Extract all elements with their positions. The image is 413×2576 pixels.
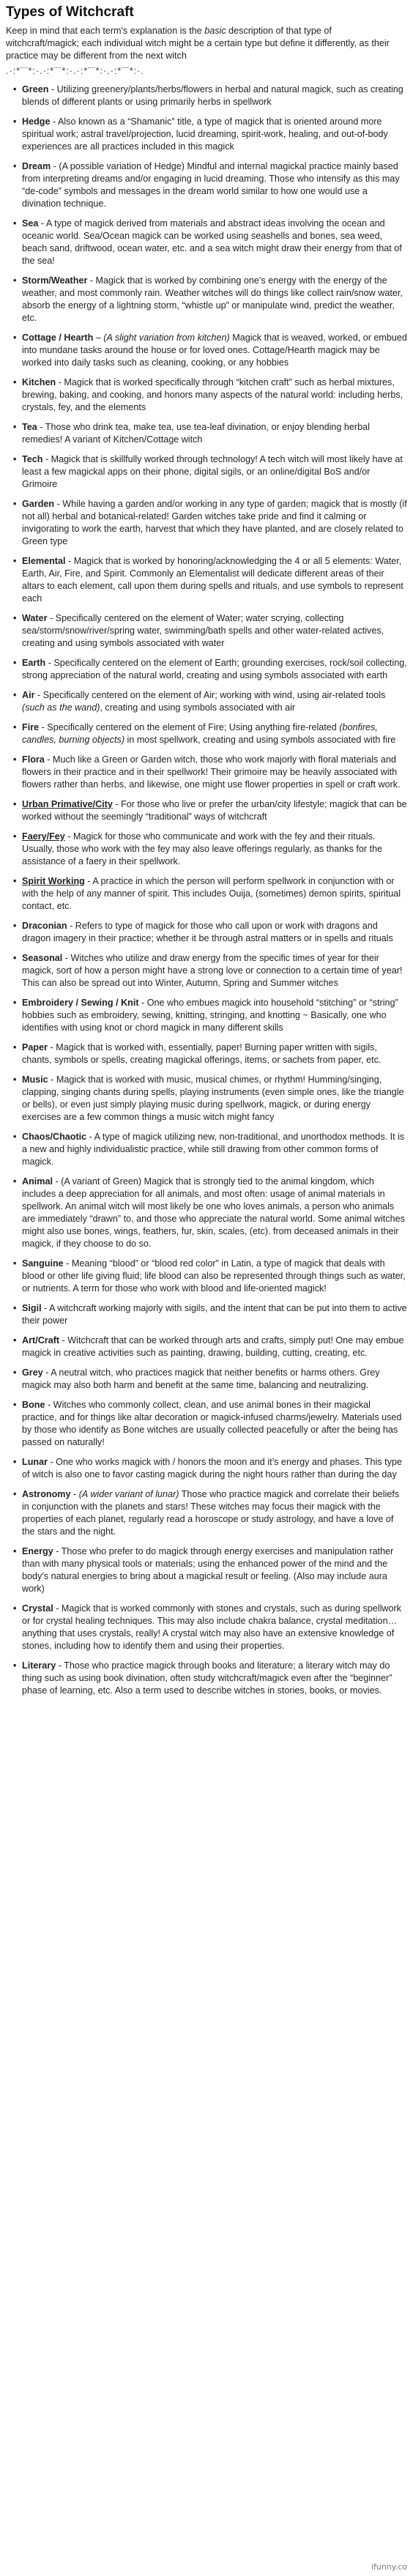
witchcraft-types-list (6, 83, 407, 1697)
entry-term: Faery/Fey (22, 831, 65, 842)
entry-term: Crystal (22, 1603, 53, 1614)
entry-text: – (93, 333, 104, 343)
entry-text: - For those who live or prefer the urban/city lifestyle; magick that can be worked without the seemingly “traditional” ways of witchcraft (22, 799, 407, 822)
list-item (6, 1456, 407, 1481)
watermark: ifunny.co (371, 2562, 407, 2572)
entry-term: Paper (22, 1042, 48, 1053)
list-item (6, 997, 407, 1034)
entry-term: Storm/Weather (22, 275, 88, 286)
entry-italic-note: (A wider variant of lunar) (78, 1489, 179, 1499)
entry-text: - A neutral witch, who practices magick that neither benefits or harms others. Grey magick may also both harm and benefit at the same time, balancing and neutralizing. (22, 1367, 380, 1390)
entry-text: - Magick that is worked with, essentially, paper! Burning paper written with sigils, chants, symbols or spells, creating magickal offerings, items, or sachets from paper, etc. (22, 1042, 382, 1065)
entry-term: Elemental (22, 556, 66, 566)
entry-text: - Magick that is worked with music, musical chimes, or rhythm! Humming/singing, clapping, singing chants during spells, playing instruments (even simple ones, like the triangle or bells), or even just simply playing music during spellwork, magick, or during energy exercises are a few common things a music witch might fancy (22, 1074, 404, 1122)
entry-term: Dream (22, 161, 51, 171)
list-item (6, 721, 407, 746)
entry-term: Energy (22, 1546, 53, 1556)
entry-italic-note: (such as the wand) (22, 702, 100, 713)
entry-text: , creating and using symbols associated with air (100, 702, 296, 713)
entry-text: - Those who drink tea, make tea, use tea-leaf divination, or enjoy blending herbal remedies! A variant of Kitchen/Cottage witch (22, 422, 370, 445)
entry-term: Bone (22, 1400, 45, 1410)
entry-term: Flora (22, 754, 45, 765)
entry-text: - (A variant of Green) Magick that is strongly tied to the animal kingdom, which includes a deep appreciation for all animals, and most often: usage of animal materials in spellwork. An animal witch will most likely be one who loves animals, a person who animals are immediately “drawn” to, and those who appreciate the natural world. Some animal witches might also use bones, wings, feathers, fur, skin, scales, (etc). from deceased animals in their magick, if they choose to do so. (22, 1176, 405, 1249)
list-item (6, 1074, 407, 1124)
entry-italic-note: (A slight variation from kitchen) (103, 333, 230, 343)
entry-term: Astronomy (22, 1489, 71, 1499)
entry-text: - While having a garden and/or working in any type of garden; magick that is mostly (if not all) herbal and botanical-related! Garden witches take pride and find it calming or invigorating to work the earth, harvest that which they have planted, and are closely related to Green type (22, 499, 407, 546)
list-item (6, 421, 407, 446)
intro-text-end: description of that type of witchcraft/magick; each individual witch might be a certain type but define it differently, as their practice may be different from the next witch (6, 26, 390, 61)
list-item (6, 1335, 407, 1359)
entry-text: - Utilizing greenery/plants/herbs/flowers in herbal and natural magick, such as creating blends of different plants or using primarily herbs in spellwork (22, 84, 403, 107)
entry-term: Urban Primative/City (22, 799, 113, 809)
entry-text: - A practice in which the person will perform spellwork in conjunction with or with the help of any manner of spirit. This includes Ouija, (sometimes) demon spirits, spiritual contact, etc. (22, 876, 401, 911)
list-item (6, 1176, 407, 1250)
list-item (6, 275, 407, 324)
entry-text: - A type of magick utilizing new, non-traditional, and unorthodox methods. It is a new and highly individualistic practice, while still drawing from other common forms of magick. (22, 1132, 405, 1167)
entry-text: - Refers to type of magick for those who call upon or work with dragons and dragon imagery in their practice; whether it be through astral matters or in spells and rituals (22, 921, 393, 943)
entry-term: Green (22, 84, 49, 94)
page-title: Types of Witchcraft (6, 4, 134, 20)
entry-term: Art/Craft (22, 1335, 60, 1345)
entry-term: Music (22, 1074, 48, 1085)
entry-text: - One who embues magick into household “stitching” or “string” hobbies such as embroidery, sewing, knitting, stringing, and knotting ~ Basically, one who identifies with using knot or chord magick in many different skills (22, 998, 398, 1033)
entry-text: - Those who prefer to do magick through energy exercises and manipulation rather than with many physical tools or materials; using the enhanced power of the mind and the body’s natural energies to bring about a magickal result or feeling. (Also may include aura work) (22, 1546, 394, 1594)
list-item (6, 875, 407, 913)
entry-term: Tea (22, 422, 37, 432)
list-item (6, 1488, 407, 1538)
list-item (6, 332, 407, 369)
list-item (6, 689, 407, 714)
list-item (6, 612, 407, 650)
entry-term: Spirit Working (22, 876, 85, 886)
entry-term: Sea (22, 218, 39, 229)
entry-text: - One who works magick with / honors the moon and it’s energy and phases. This type of witch is also one to favor casting magick during the night hours rather than during the day (22, 1457, 402, 1480)
entry-term: Air (22, 690, 35, 700)
list-item (6, 1545, 407, 1595)
entry-term: Draconian (22, 921, 67, 931)
entry-text: - Specifically centered on the element of Air; working with wind, using air-related tools (34, 690, 386, 700)
list-item (6, 453, 407, 491)
entry-text: - Magick for those who communicate and work with the fey and their rituals. Usually, those who work with the fey may also leave offerings regularly, as thanks for the assistance of a faery in their spellwork. (22, 831, 383, 866)
entry-term: Cottage / Hearth (22, 333, 94, 343)
entry-text: - (70, 1489, 79, 1499)
list-item (6, 1042, 407, 1066)
entry-text: - Specifically centered on the element of Water; water scrying, collecting sea/storm/snow/river/spring water, swimming/bath spells and other water-related actives, creating and using symbols associated with water (22, 613, 384, 648)
entry-term: Grey (22, 1367, 43, 1378)
entry-text: - Specifically centered on the element of Earth; grounding exercises, rock/soil collecting, strong appreciation of the natural world, creating and using symbols associated with earth (22, 658, 407, 680)
entry-text: - A witchcraft working majorly with sigils, and the intent that can be put into them to active their power (22, 1303, 407, 1326)
entry-term: Chaos/Chaotic (22, 1132, 87, 1142)
intro-paragraph (6, 25, 407, 62)
list-item (6, 952, 407, 990)
list-item (6, 1258, 407, 1295)
entry-text: - Much like a Green or Garden witch, those who work majorly with floral materials and flowers in their practice and in their spellwork! Their grimoire may be heavily associated with flowers rather than herbs, and likewise, one might use flower properties in spell or craft work. (22, 754, 401, 790)
entry-term: Sigil (22, 1303, 42, 1313)
entry-text: - Specifically centered on the element of Fire; Using anything fire-related (39, 722, 340, 732)
entry-term: Hedge (22, 116, 51, 127)
decorative-divider: .·:*¨¨*:·.·:*¨¨*:·.·:*¨¨*:·.·:*¨¨*:·. (6, 66, 144, 76)
entry-term: Kitchen (22, 377, 56, 387)
entry-term: Seasonal (22, 953, 63, 963)
list-item (6, 1131, 407, 1168)
list-item (6, 555, 407, 605)
entry-text: - Witchcraft that can be worked through arts and crafts, simply put! One may embue magick in creative activities such as painting, drawing, building, cutting, creating, etc. (22, 1335, 404, 1358)
list-item (6, 1603, 407, 1652)
entry-text: - Magick that is worked by combining one’s energy with the energy of the weather, and most commonly rain. Weather witches will do things like collect rain/snow water, absorb the energy of a lightning storm, “whistle up” or manipulate wind, predict the weather, etc. (22, 275, 403, 323)
list-item (6, 1399, 407, 1449)
entry-text: - Witches who utilize and draw energy from the specific times of year for their magick, sort of how a person might have a strong love or connection to a certain time of year! This can also be spread out into Winter, Autumn, Spring and Summer witches (22, 953, 403, 988)
entry-text: - Also known as a “Shamanic” title, a type of magick that is oriented around more spiritual work; astral travel/projection, lucid dreaming, spirit-work, healing, and out-of-body experiences are all practices included in this magick (22, 116, 388, 152)
entry-term: Tech (22, 454, 43, 464)
entry-text: Those who practice magick and correlate their beliefs in conjunction with the planets and stars! These witches may focus their magick with the properties of each planet, regularly read a horoscope or study astrology, and have a love of the stars and the night. (22, 1489, 400, 1537)
list-item (6, 1367, 407, 1392)
entry-term: Fire (22, 722, 40, 732)
intro-text-start: Keep in mind that each term's explanation is the (6, 26, 205, 36)
entry-text: - Those who practice magick through books and literature; a literary witch may do thing such as using book divination, often study witchcraft/magick even after the “beginner” phase of learning, etc. Also a term used to describe witches in stories, books, or movies. (22, 1660, 392, 1696)
list-item (6, 798, 407, 823)
entry-term: Literary (22, 1660, 56, 1671)
entry-term: Embroidery / Sewing / Knit (22, 998, 139, 1008)
entry-term: Earth (22, 658, 46, 668)
list-item (6, 376, 407, 414)
intro-text-italic: basic (204, 26, 226, 36)
entry-text: - A type of magick derived from materials and abstract ideas involving the ocean and oceanic world. Sea/Ocean magick can be worked using seashells and bones, sea weed, beach sand, driftwood, ocean water, etc. and a sea witch might draw their energy from that of the sea! (22, 218, 402, 266)
list-item (6, 831, 407, 868)
list-item (6, 160, 407, 210)
entry-text: - Magick that is worked specifically through “kitchen craft” such as herbal mixtures, brewing, baking, and cooking, and honors many aspects of the natural world: including herbs, crystals, fey, and the elements (22, 377, 403, 412)
entry-term: Water (22, 613, 48, 623)
entry-text: - Magick that is worked by honoring/acknowledging the 4 or all 5 elements: Water, Earth, Air, Fire, and Spirit. Commonly an Elementalist will dedicate different areas of their altars to each element, call upon them during spells and rituals, and use symbols to represent each (22, 556, 403, 604)
list-item (6, 1660, 407, 1697)
list-item (6, 1302, 407, 1327)
list-item (6, 218, 407, 267)
entry-term: Lunar (22, 1457, 48, 1467)
list-item (6, 83, 407, 108)
entry-text: - Magick that is worked commonly with stones and crystals, such as during spellwork or for crystal healing techniques. This may also include chakra balance, crystal meditation… anything that uses crystals, really! A crystal witch may also have an extensive knowledge of stones, including how to identify them and using their properties. (22, 1603, 401, 1651)
entry-text: - Meaning “blood” or “blood red color” in Latin, a type of magick that deals with blood or other life giving fluid; life blood can also be represented through things such as water, or nutrients. A term for those who work with blood and life-oriented magick! (22, 1258, 406, 1293)
entry-text: - (A possible variation of Hedge) Mindful and internal magickal practice mainly based from interpreting dreams and/or engaging in lucid dreaming. Those who intensify as this may “de-code” symbols and messages in the dream world similar to how one would use a divination technique. (22, 161, 400, 209)
list-item (6, 657, 407, 682)
entry-text: in most spellwork, creating and using symbols associated with fire (124, 735, 396, 745)
entry-term: Animal (22, 1176, 53, 1187)
entry-text: Magick that is weaved, worked, or embued into mundane tasks around the house or for loved ones. Cottage/Hearth magick may be worked into daily tasks such as cleaning, cooking, or any hobbies (22, 333, 407, 368)
list-item (6, 754, 407, 791)
list-item (6, 920, 407, 945)
entry-term: Garden (22, 499, 55, 509)
list-item (6, 116, 407, 153)
entry-text: - Witches who commonly collect, clean, and use animal bones in their magickal practice, and for things like altar decoration or magick-infused charms/jewelry. Materials used by those who identify as Bone witches are usually collected peacefully or after the being has passed on naturally! (22, 1400, 402, 1447)
entry-text: - Magick that is skillfully worked through technology! A tech witch will most likely have at least a few magickal apps on their phone, digital sigils, or an online/digital BoS and/or Grimoire (22, 454, 403, 489)
entry-italic-note: (bonfires, candles, burning objects) (22, 722, 378, 745)
list-item (6, 498, 407, 548)
entry-term: Sanguine (22, 1258, 64, 1269)
